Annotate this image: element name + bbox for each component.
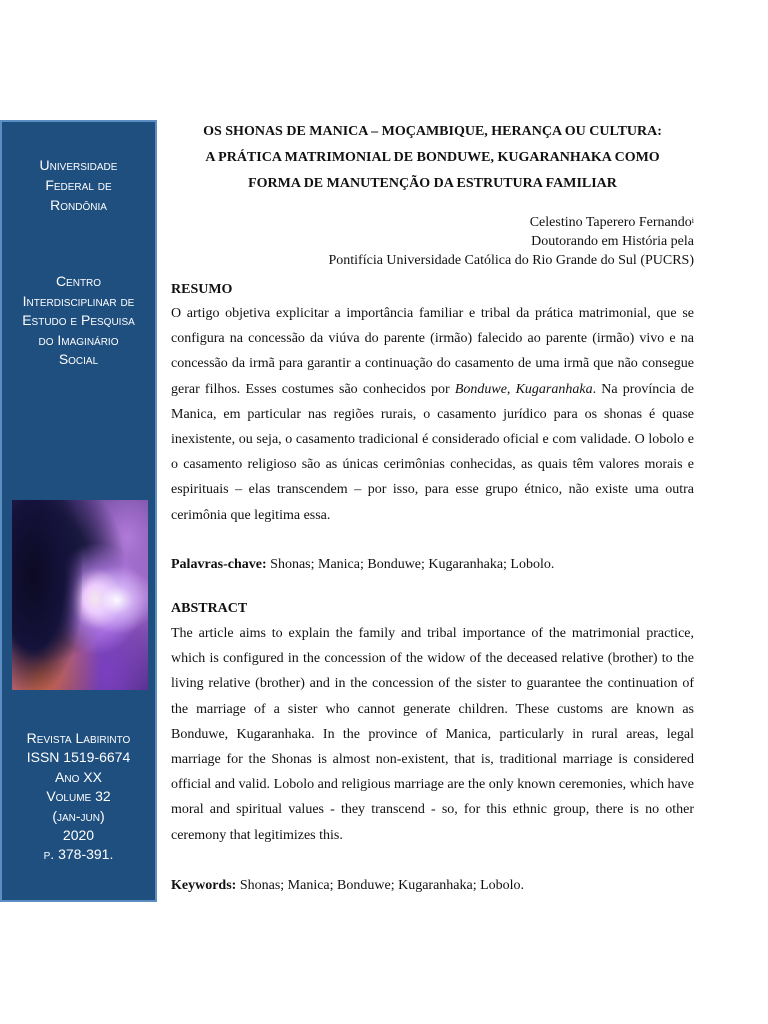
university-line: Rondônia [50, 197, 107, 213]
endnote-marker[interactable]: i [691, 216, 694, 225]
university-line: Universidade [39, 157, 118, 173]
keywords-list: Shonas; Manica; Bonduwe; Kugaranhaka; Lobolo. [266, 557, 555, 572]
author-affiliation-line: Doutorando em História pela [531, 234, 694, 249]
author-name: Celestino Taperero Fernando [529, 215, 692, 230]
center-line: do Imaginário [38, 331, 119, 348]
abstract-keywords [171, 876, 694, 896]
journal-line: ISSN 1519-6674 [26, 749, 131, 766]
keywords-label: Palavras-chave: [171, 557, 267, 572]
abstract-text: The article aims to explain the family and tribal importance of the matrimonial practice, which is configured in the concession of the widow of the deceased relative (brother) to the living relative (brother) and in the concession of the sister to guarantee the continuation of the marriage of a sister who cannot generate children. These customs are known as Bonduwe, Kugaranhaka. In the province of Manica, particularly in rural areas, legal marriage for the Shonas is almost non-existent, that is, traditional marriage is considered official and valid. Lobolo and religious marriage are the only known ceremonies, which have moral and spiritual values - they transcend - so, for this ethnic group, there is no other ceremony that legitimizes this. [171, 626, 694, 843]
abstract-heading: ABSTRACT [171, 601, 248, 616]
resumo-text-part: . Na província de Manica, em particular nas regiões rurais, o casamento jurídico para os shonas é quase inexistente, ou seja, o casamento tradicional é considerado oficial e com validade. O lobolo e o casamento religioso são as únicas cerimônias conhecidas, as quais têm valores morais e espirituais – elas transcendem – por isso, para esse grupo étnico, não existe uma outra cerimônia que legitima essa. [171, 381, 694, 523]
journal-line: p. 378-391. [43, 846, 114, 863]
title-line: OS SHONAS DE MANICA – MOÇAMBIQUE, HERANÇA OU CULTURA: [203, 124, 662, 139]
cover-illustration [12, 500, 148, 690]
journal-line: 2020 [62, 827, 95, 844]
journal-info [2, 729, 155, 865]
journal-line: (jan-jun) [52, 807, 105, 824]
light-glow [72, 560, 148, 640]
keywords-label: Keywords: [171, 878, 237, 893]
center-line: Centro [55, 273, 102, 289]
resumo-keywords [171, 555, 694, 575]
keywords-list: Shonas; Manica; Bonduwe; Kugaranhaka; Lobolo. [236, 878, 525, 893]
resumo-text-part: O artigo objetiva explicitar a importância familiar e tribal da prática matrimonial, que se configura na concessão da viúva do parente (irmão) falecido ao parente (irmão) vivo e na concessão da irmã para garantir a continuação do casamento de uma irmã que não consegue gerar filhos. Esses costumes são conhecidos por [171, 306, 694, 397]
separator: , [506, 381, 516, 397]
author-name-line [328, 213, 694, 232]
author-block [328, 213, 694, 270]
article-title [171, 119, 694, 197]
journal-line: Revista Labirinto [26, 730, 131, 746]
journal-line: Ano XX [55, 768, 102, 785]
resumo-heading: RESUMO [171, 282, 233, 297]
title-line: A PRÁTICA MATRIMONIAL DE BONDUWE, KUGARANHAKA COMO [205, 150, 660, 165]
journal-sidebar [0, 120, 157, 902]
journal-line: Volume 32 [46, 788, 111, 805]
center-line: Interdisciplinar de [22, 292, 135, 309]
university-line: Federal de [45, 177, 112, 193]
center-line: Social [58, 351, 99, 367]
university-name [2, 155, 155, 215]
term-kugaranhaka: Kugaranhaka [515, 381, 593, 397]
research-center-name [2, 272, 155, 370]
author-institution: Pontifícia Universidade Católica do Rio Grande do Sul (PUCRS) [328, 253, 694, 268]
resumo-text [171, 301, 694, 528]
center-line: Estudo e Pesquisa [22, 312, 135, 328]
term-bonduwe: Bonduwe [454, 381, 507, 397]
title-line: FORMA DE MANUTENÇÃO DA ESTRUTURA FAMILIAR [248, 176, 617, 191]
